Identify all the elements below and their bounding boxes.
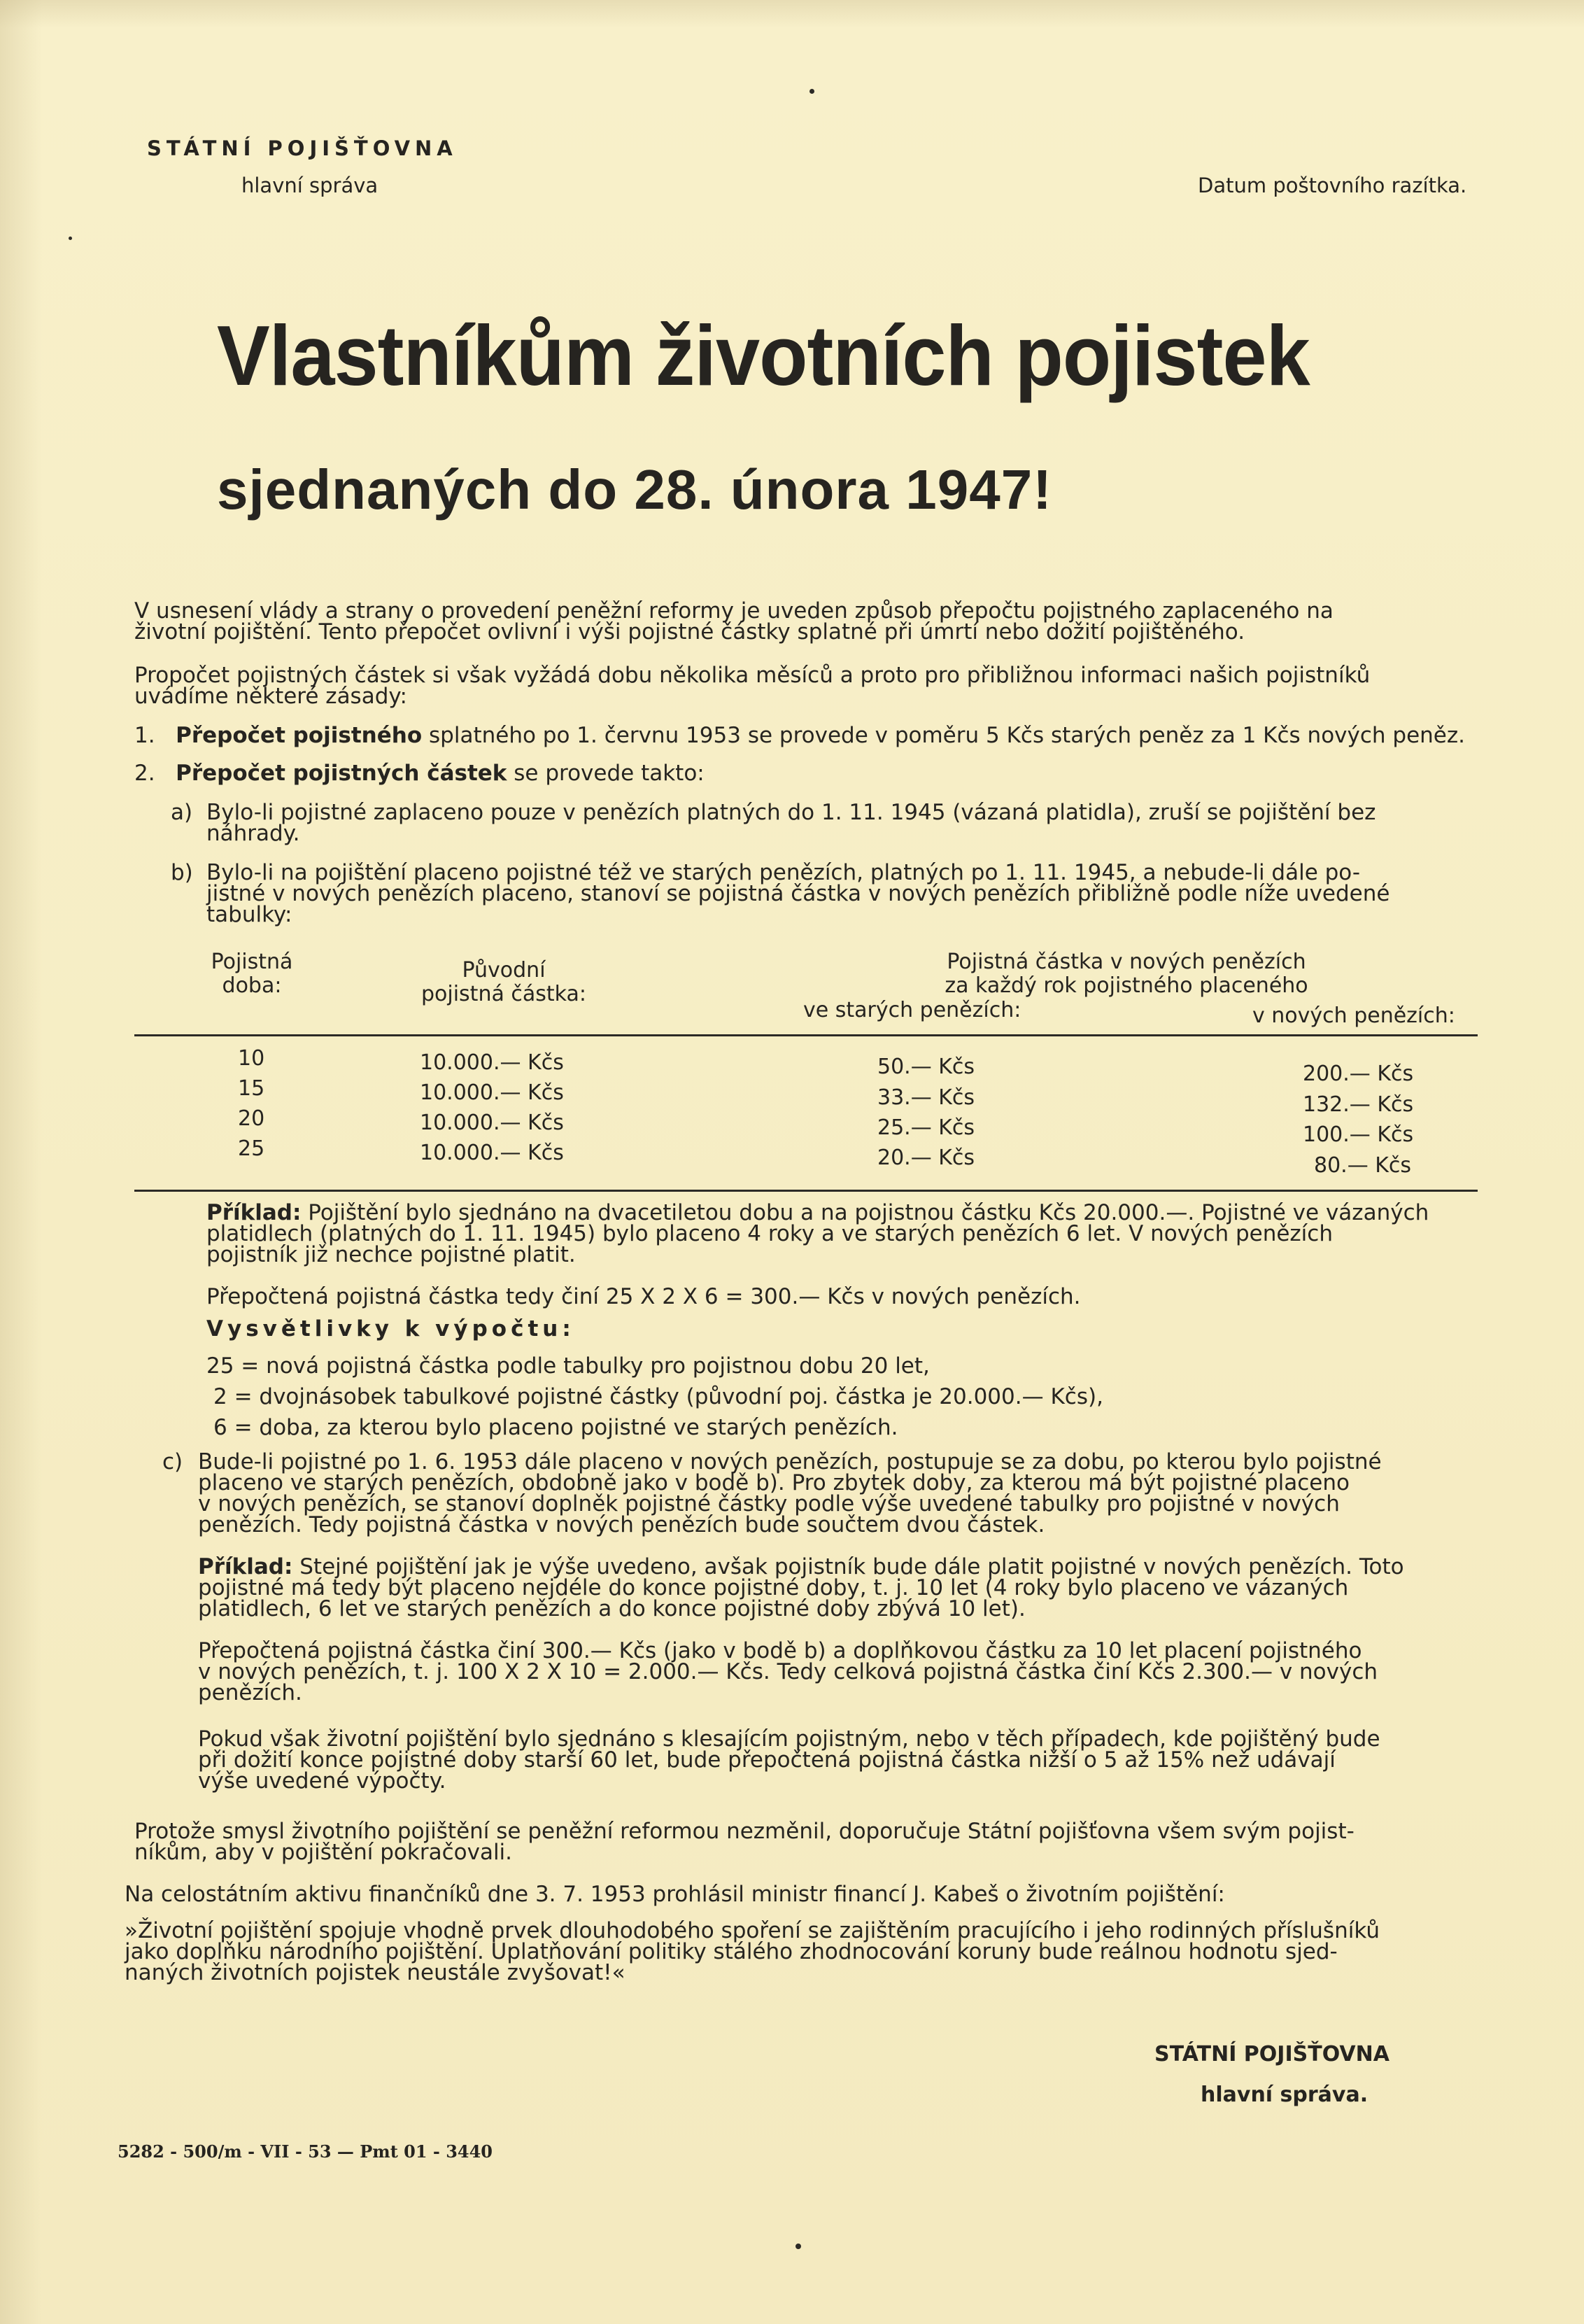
intro-line: uvádíme některé zásady: bbox=[134, 684, 407, 709]
header-text: Původní bbox=[462, 958, 546, 983]
point-a-line: náhrady. bbox=[206, 821, 300, 846]
point-c-line: Bude-li pojistné po 1. 6. 1953 dále placeno v nových penězích, postupuje se za dobu, po kterou bylo pojistné bbox=[198, 1449, 1382, 1474]
print-code: 5282 - 500/m - VII - 53 — Pmt 01 - 3440 bbox=[118, 2141, 493, 2162]
signature-dept: hlavní správa. bbox=[1201, 2083, 1369, 2107]
column-header-period bbox=[210, 950, 294, 998]
quote-line: jako doplňku národního pojištění. Uplatňování politiky stálého zhodnocování koruny bude reálnou hodnotu sjed- bbox=[125, 1939, 1338, 1964]
point-a-line: Bylo-li pojistné zaplaceno pouze v penězích platných do 1. 11. 1945 (vázaná platidla), zruší se pojištění bez bbox=[206, 800, 1376, 825]
table-bottom-rule bbox=[134, 1190, 1478, 1192]
note-line: Pokud však životní pojištění bylo sjednáno s klesajícím pojistným, nebo v těch případech, kde pojištěný bude bbox=[198, 1726, 1380, 1752]
point-c-line: v nových penězích, se stanoví doplněk pojistné částky podle výše uvedené tabulky pro pojistné v nových bbox=[198, 1491, 1340, 1516]
cell-original: 10.000.— Kčs bbox=[420, 1141, 564, 1165]
signature-org: STÁTNÍ POJIŠŤOVNA bbox=[1154, 2042, 1389, 2066]
cell-period: 20 bbox=[238, 1106, 265, 1131]
point-a-text bbox=[206, 802, 1480, 844]
quote-line: naných životních pojistek neustále zvyšovat!« bbox=[125, 1960, 625, 1985]
header-text: pojistná částka: bbox=[420, 982, 586, 1006]
cell-period: 15 bbox=[238, 1076, 265, 1101]
table-top-rule bbox=[134, 1034, 1478, 1036]
cell-period: 10 bbox=[238, 1046, 265, 1071]
intro-line: životní pojištění. Tento přepočet ovlivní i výši pojistné částky splatné při úmrtí nebo dožití pojištěného. bbox=[134, 619, 1245, 645]
header-text: za každý rok pojistného placeného bbox=[945, 973, 1308, 998]
document-title: Vlastníkům životních pojistek bbox=[217, 308, 1310, 403]
cell-old-money: 50.— Kčs bbox=[877, 1055, 975, 1079]
document-subtitle: sjednaných do 28. února 1947! bbox=[217, 458, 1052, 521]
point-number: 1. bbox=[134, 723, 155, 748]
cell-old-money: 20.— Kčs bbox=[877, 1146, 975, 1170]
point-c-text bbox=[198, 1451, 1478, 1535]
cell-original: 10.000.— Kčs bbox=[420, 1050, 564, 1075]
point-text: se provede takto: bbox=[507, 761, 705, 786]
issuer-name: STÁTNÍ POJIŠŤOVNA bbox=[147, 136, 458, 160]
explanation-item: 25 = nová pojistná částka podle tabulky pro pojistnou dobu 20 let, bbox=[206, 1353, 930, 1379]
example-text: Stejné pojištění jak je výše uvedeno, avšak pojistník bude dále platit pojistné v nových penězích. Toto bbox=[292, 1554, 1404, 1579]
example-label: Příklad: bbox=[198, 1554, 293, 1579]
cell-new-money: 100.— Kčs bbox=[1303, 1122, 1414, 1147]
explanation-heading: Vysvětlivky k výpočtu: bbox=[206, 1316, 575, 1341]
example-2-result bbox=[198, 1640, 1478, 1703]
closing-line: Protože smysl životního pojištění se peněžní reformou nezměnil, doporučuje Státní pojišťovna všem svým pojist- bbox=[134, 1819, 1355, 1844]
column-header-new-money: v nových penězích: bbox=[1252, 1003, 1455, 1028]
explanation-item: 6 = doba, za kterou bylo placeno pojistné ve starých penězích. bbox=[213, 1415, 898, 1440]
quote-line: »Životní pojištění spojuje vhodně prvek dlouhodobého spoření se zajištěním pracujícího i jeho rodinných příslušníků bbox=[125, 1918, 1380, 1943]
point-b-label: b) bbox=[171, 860, 193, 885]
example-line: Přepočtená pojistná částka činí 300.— Kčs (jako v bodě b) a doplňkovou částku za 10 let placení pojistného bbox=[198, 1638, 1362, 1663]
closing-line: níkům, aby v pojištění pokračovali. bbox=[134, 1840, 513, 1865]
paper-top-shadow bbox=[0, 0, 1584, 28]
example-line: platidlech, 6 let ve starých penězích a do konce pojistné doby zbývá 10 let). bbox=[198, 1596, 1026, 1621]
header-text: Pojistná bbox=[211, 950, 293, 974]
recommendation-paragraph bbox=[134, 1821, 1478, 1863]
example-1 bbox=[206, 1202, 1480, 1265]
example-line: pojistník již nechce pojistné platit. bbox=[206, 1242, 576, 1267]
paper-speck bbox=[795, 2244, 801, 2249]
point-number: 2. bbox=[134, 761, 155, 786]
point-b-line: jistné v nových penězích placeno, stanoví se pojistná částka v nových penězích přibližně podle níže uvedené bbox=[206, 881, 1390, 906]
example-1-result: Přepočtená pojistná částka tedy činí 25 X 2 X 6 = 300.— Kčs v nových penězích. bbox=[206, 1284, 1081, 1309]
point-c-line: placeno ve starých penězích, obdobně jako v bodě b). Pro zbytek doby, za kterou má být pojistné placeno bbox=[198, 1470, 1350, 1495]
point-2 bbox=[134, 763, 705, 784]
header-text: Pojistná částka v nových penězích bbox=[947, 950, 1306, 974]
example-line: v nových penězích, t. j. 100 X 2 X 10 = 2.000.— Kčs. Tedy celková pojistná částka činí Kčs 2.300.— v nových bbox=[198, 1659, 1378, 1684]
example-line: platidlech (platných do 1. 11. 1945) bylo placeno 4 roky a ve starých penězích 6 let. V nových penězích bbox=[206, 1221, 1333, 1246]
cell-old-money: 33.— Kčs bbox=[877, 1085, 975, 1110]
explanation-list bbox=[206, 1351, 1480, 1443]
note-line: při dožití konce pojistné doby starší 60 let, bude přepočtená pojistná částka nižší o 5 až 15% než udávají bbox=[198, 1747, 1336, 1773]
cell-new-money: 132.— Kčs bbox=[1303, 1092, 1414, 1117]
cell-new-money: 80.— Kčs bbox=[1314, 1153, 1412, 1178]
point-1 bbox=[134, 725, 1465, 746]
point-c-label: c) bbox=[162, 1449, 183, 1474]
point-b-text bbox=[206, 862, 1480, 925]
cell-original: 10.000.— Kčs bbox=[420, 1080, 564, 1105]
note-line: výše uvedené výpočty. bbox=[198, 1768, 446, 1794]
header-text: doba: bbox=[222, 973, 282, 998]
example-text: Pojištění bylo sjednáno na dvacetiletou dobu a na pojistnou částku Kčs 20.000.—. Pojistné ve vázaných bbox=[301, 1200, 1429, 1225]
column-header-new-amount bbox=[910, 950, 1343, 998]
cell-original: 10.000.— Kčs bbox=[420, 1111, 564, 1135]
paper-speck bbox=[69, 237, 72, 240]
cell-old-money: 25.— Kčs bbox=[877, 1115, 975, 1140]
cell-new-money: 200.— Kčs bbox=[1303, 1062, 1414, 1086]
example-line: pojistné má tedy být placeno nejdéle do konce pojistné doby, t. j. 10 let (4 roky bylo placeno ve vázaných bbox=[198, 1575, 1349, 1600]
point-b-line: Bylo-li na pojištění placeno pojistné též ve starých penězích, platných po 1. 11. 1945, a nebude-li dále po- bbox=[206, 860, 1361, 885]
intro-paragraph bbox=[134, 598, 1478, 645]
point-c-line: penězích. Tedy pojistná částka v nových penězích bude součtem dvou částek. bbox=[198, 1512, 1045, 1537]
exception-note bbox=[198, 1726, 1478, 1794]
paper-edge-shadow bbox=[0, 0, 42, 2324]
intro-line: Propočet pojistných částek si však vyžádá dobu několika měsíců a proto pro přibližnou informaci našich pojistníků bbox=[134, 663, 1371, 688]
paper-speck bbox=[809, 89, 814, 94]
postmark-date-label: Datum poštovního razítka. bbox=[1198, 174, 1467, 197]
example-2 bbox=[198, 1556, 1478, 1619]
cell-period: 25 bbox=[238, 1136, 265, 1161]
column-header-original bbox=[399, 959, 609, 1006]
intro-paragraph bbox=[134, 665, 1478, 707]
example-label: Příklad: bbox=[206, 1200, 302, 1225]
point-a-label: a) bbox=[171, 800, 193, 825]
minister-intro: Na celostátním aktivu finančníků dne 3. 7. 1953 prohlásil ministr financí J. Kabeš o životním pojištění: bbox=[125, 1882, 1225, 1907]
point-heading: Přepočet pojistného bbox=[176, 723, 423, 748]
minister-quote bbox=[125, 1920, 1475, 1983]
intro-line: V usnesení vlády a strany o provedení peněžní reformy je uveden způsob přepočtu pojistného zaplaceného na bbox=[134, 598, 1334, 624]
point-heading: Přepočet pojistných částek bbox=[176, 761, 507, 786]
explanation-item: 2 = dvojnásobek tabulkové pojistné částky (původní poj. částka je 20.000.— Kčs), bbox=[213, 1384, 1103, 1409]
issuer-department: hlavní správa bbox=[241, 174, 379, 197]
column-header-old-money: ve starých penězích: bbox=[803, 998, 1021, 1022]
point-text: splatného po 1. červnu 1953 se provede v poměru 5 Kčs starých peněz za 1 Kčs nových peněz. bbox=[422, 723, 1466, 748]
example-line: penězích. bbox=[198, 1680, 302, 1705]
point-b-line: tabulky: bbox=[206, 902, 292, 927]
